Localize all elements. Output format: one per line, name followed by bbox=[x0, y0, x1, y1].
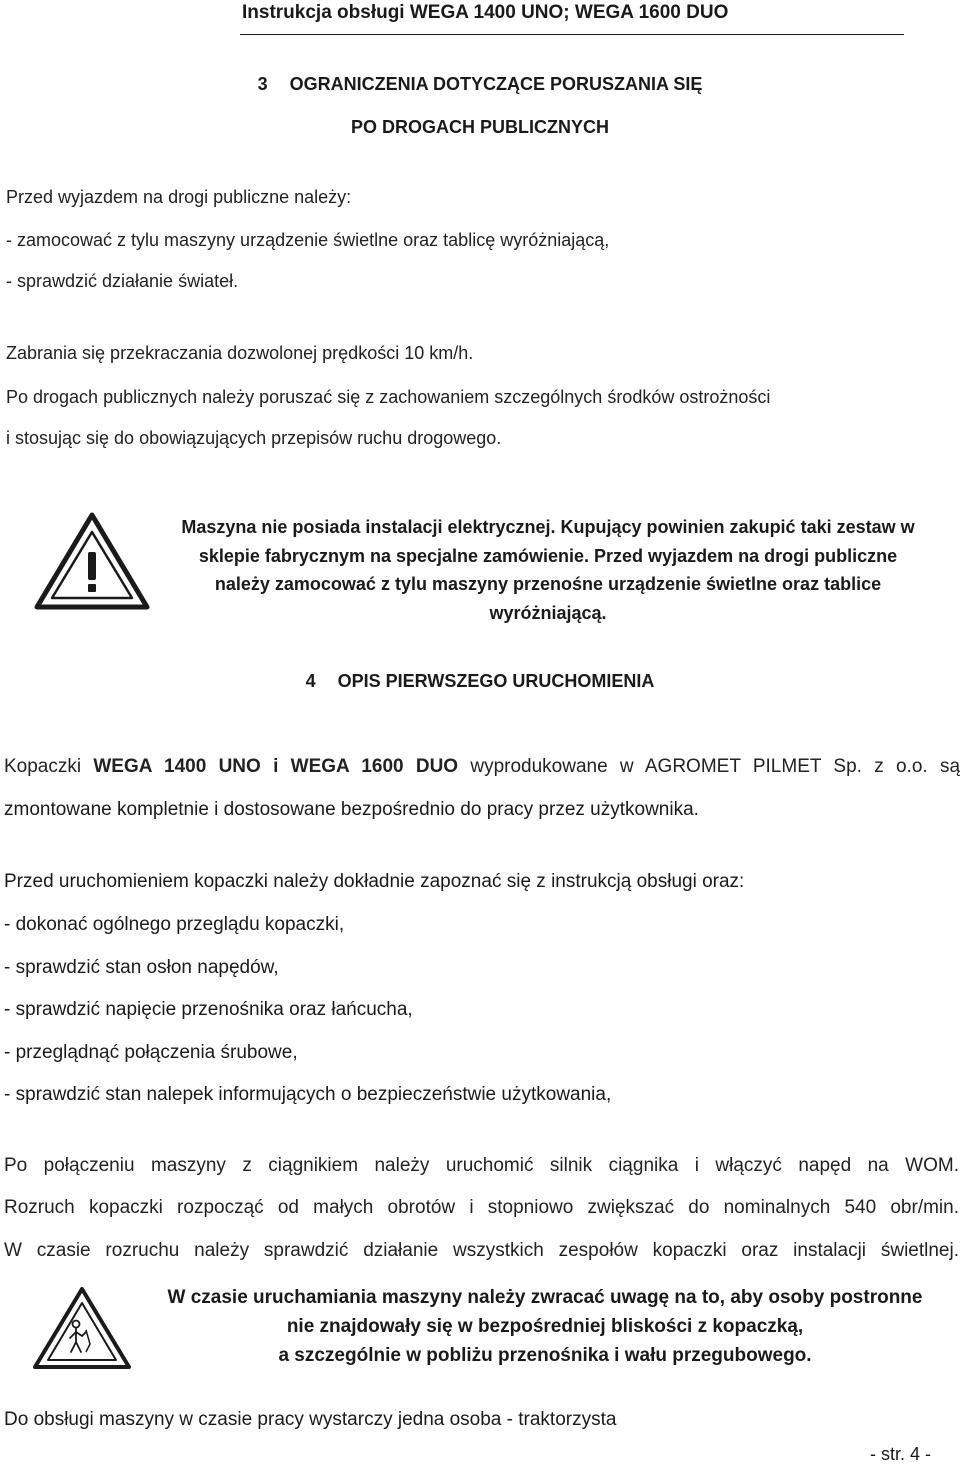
startup-line-1: Po połączeniu maszyny z ciągnikiem należy uruchomić silnik ciągnika i włączyć napęd na WOM. bbox=[4, 1155, 959, 1176]
speed-limit-text: Zabrania się przekraczania dozwolonej prędkości 10 km/h. bbox=[6, 343, 474, 363]
public-road-item-1: - zamocować z tylu maszyny urządzenie świetlne oraz tablicę wyróżniającą, bbox=[6, 230, 610, 250]
preparation-item-5: - sprawdzić stan nalepek informujących o bezpieczeństwie użytkowania, bbox=[4, 1084, 612, 1105]
bystander-warning-line-2: nie znajdowały się w bezpośredniej bliskości z kopaczką, bbox=[286, 1316, 804, 1337]
section-4-number: 4 bbox=[305, 671, 316, 691]
preparation-intro: Przed uruchomieniem kopaczki należy dokładnie zapoznać się z instrukcją obsługi oraz: bbox=[4, 871, 745, 892]
section-4-title-text: OPIS PIERWSZEGO URUCHOMIENIA bbox=[337, 671, 655, 691]
preparation-item-3: - sprawdzić napięcie przenośnika oraz łańcucha, bbox=[4, 999, 413, 1020]
preparation-item-2: - sprawdzić stan osłon napędów, bbox=[4, 957, 279, 978]
startup-line-2: Rozruch kopaczki rozpocząć od małych obrotów i stopniowo zwiększać do nominalnych 540 obr/min. bbox=[4, 1197, 959, 1218]
section-3-number: 3 bbox=[257, 74, 268, 94]
section-3-title-line1: OGRANICZENIA DOTYCZĄCE PORUSZANIA SIĘ bbox=[289, 74, 703, 94]
warning-exclamation-icon bbox=[34, 512, 150, 610]
section-3-title-line2: PO DROGACH PUBLICZNYCH bbox=[350, 117, 609, 137]
document-header-title: Instrukcja obsługi WEGA 1400 UNO; WEGA 1600 DUO bbox=[242, 2, 729, 23]
assembly-info-line-2: zmontowane kompletnie i dostosowane bezpośrednio do pracy przez użytkownika. bbox=[4, 799, 699, 820]
page-number: - str. 4 - bbox=[870, 1444, 932, 1464]
bystander-warning-line-1: W czasie uruchamiania maszyny należy zwracać uwagę na to, aby osoby postronne bbox=[167, 1287, 923, 1308]
header-divider bbox=[240, 34, 904, 35]
operator-staffing-text: Do obsługi maszyny w czasie pracy wystarczy jedna osoba - traktorzysta bbox=[4, 1409, 617, 1430]
bystander-warning bbox=[145, 1283, 945, 1370]
section-3-title bbox=[0, 74, 960, 95]
model-names-bold: WEGA 1400 UNO i WEGA 1600 DUO bbox=[93, 756, 459, 777]
public-road-intro: Przed wyjazdem na drogi publiczne należy: bbox=[6, 187, 352, 207]
public-road-item-2: - sprawdzić działanie świateł. bbox=[6, 271, 239, 291]
warning-person-icon bbox=[32, 1286, 132, 1370]
assembly-info-prefix: Kopaczki bbox=[4, 756, 94, 777]
road-rules-line-2: i stosując się do obowiązujących przepisów ruchu drogowego. bbox=[6, 428, 502, 448]
startup-line-3: W czasie rozruchu należy sprawdzić działanie wszystkich zespołów kopaczki oraz instalacji świetlnej. bbox=[4, 1240, 959, 1261]
section-4-title bbox=[0, 671, 960, 692]
assembly-info-line-1 bbox=[4, 756, 960, 778]
road-rules-line-1: Po drogach publicznych należy poruszać się z zachowaniem szczególnych środków ostrożności bbox=[6, 387, 771, 407]
assembly-info-suffix: wyprodukowane w AGROMET PILMET Sp. z o.o. są bbox=[458, 756, 960, 777]
no-electrical-warning-text: Maszyna nie posiada instalacji elektrycznej. Kupujący powinien zakupić taki zestaw w sklepie fabrycznym na specjalne zamówienie. Przed wyjazdem na drogi publiczne należy zamocować z tylu maszyny przenośne urządzenie świetlne oraz tablice wyróżniającą. bbox=[181, 517, 915, 623]
bystander-warning-line-3: a szczególnie w pobliżu przenośnika i wału przegubowego. bbox=[278, 1345, 812, 1366]
preparation-item-4: - przeglądnąć połączenia śrubowe, bbox=[4, 1042, 298, 1063]
preparation-item-1: - dokonać ogólnego przeglądu kopaczki, bbox=[4, 914, 345, 935]
